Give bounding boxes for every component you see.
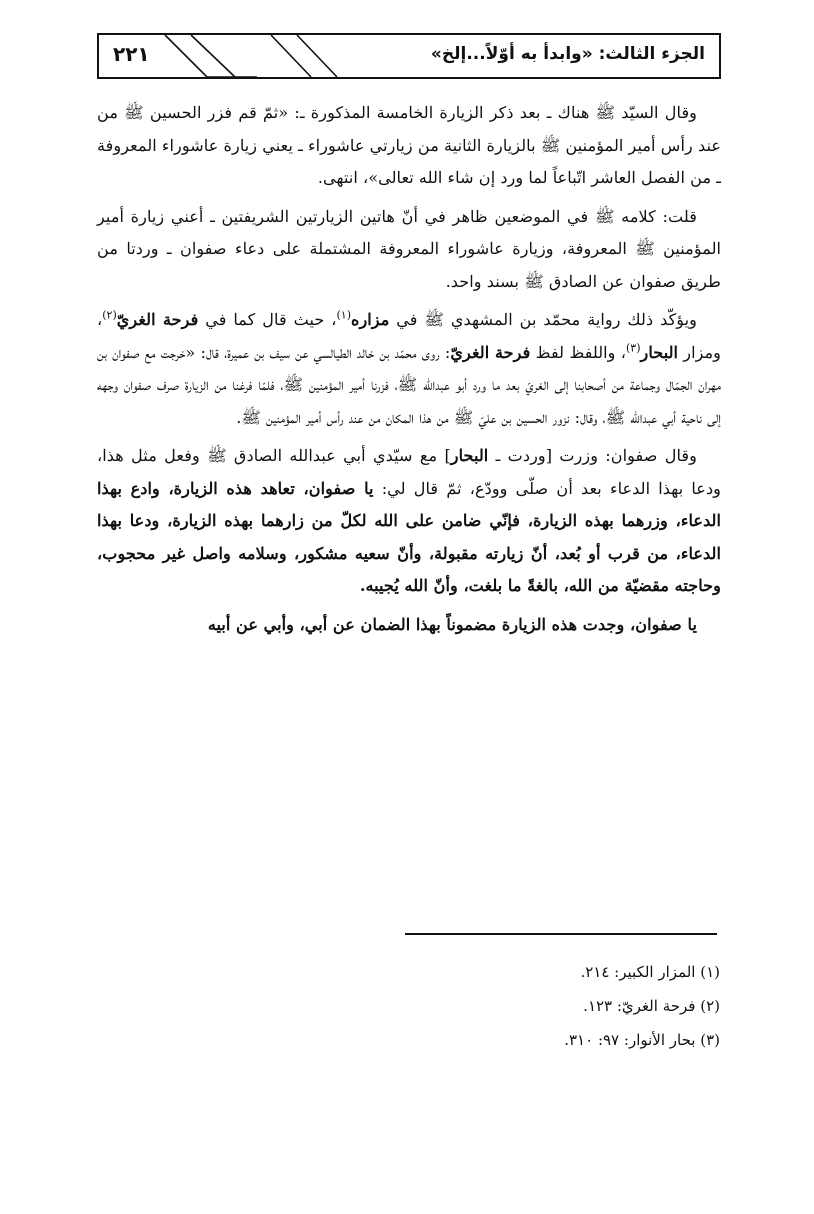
text-segment: فرحة الغريّ: [116, 310, 199, 329]
text-segment: البحار: [640, 342, 679, 362]
footnote-item: (٢) فرحة الغريّ: ١٢٣.: [583, 997, 720, 1015]
running-header: [97, 33, 721, 79]
main-text: [97, 97, 721, 647]
text-segment: يا صفوان، تعاهد هذه الزيارة، وادع بهذا الدعاء، وزرهما بهذه الزيارة، فإنّي ضامن على الله لكلّ من زارهما بهذه الزيارة، ودعا بهذا الدعاء، من قرب أو بُعد، أنّ زيارته مقبولة، وأنّ سعيه مشكور، وسلامه واصل غير محجوب، وحاجته مقضيّة من الله، بالغةً ما بلغت، وأنّ الله يُجيبه.: [97, 478, 721, 595]
footnote-marker: (٣): [625, 341, 641, 355]
paragraph: [97, 609, 721, 642]
paragraph: [97, 440, 721, 603]
text-segment: ويؤكّد ذلك رواية محمّد بن المشهدي ﷺ في: [389, 310, 697, 329]
text-segment: قلت: كلامه ﷺ في الموضعين ظاهر في أنّ هاتين الزيارتين الشريفتين ـ أعني زيارة أمير المؤمنين ﷺ المعروفة، وزيارة عاشوراء المعروفة المشتملة على دعاء صفوان ـ وردتا من طريق صفوان عن الصادق ﷺ بسند واحد.: [97, 206, 721, 291]
text-segment: ، ومزار: [97, 310, 722, 362]
text-segment: البحار: [450, 446, 489, 465]
footnote-item: (٣) بحار الأنوار: ٩٧: ٣١٠.: [564, 1031, 720, 1049]
text-segment: ، واللفظ لفظ: [530, 342, 626, 362]
footnote-marker: (١): [336, 308, 351, 322]
text-segment: وقال السيّد ﷺ هناك ـ بعد ذكر الزيارة الخامسة المذكورة ـ: «ثمّ قم فزر الحسين ﷺ من عند رأس أمير المؤمنين ﷺ بالزيارة الثانية من زيارتي عاشوراء ـ يعني زيارة عاشوراء المعروفة ـ من الفصل العاشر اتّباعاً لما ورد إن شاء الله تعالى»، انتهى.: [97, 103, 721, 187]
paragraph: [97, 201, 721, 299]
text-segment: ] مع سيّدي أبي عبدالله الصادق ﷺ وفعل مثل هذا، ودعا بهذا الدعاء بعد أن صلّى وودّع، ثمّ قال لي:: [97, 446, 721, 498]
text-segment: يا صفوان، وجدت هذه الزيارة مضموناً بهذا الضمان عن أبي، وأبي عن أبيه: [207, 614, 697, 634]
paragraph: [97, 97, 721, 195]
footnote-item: (١) المزار الكبير: ٢١٤.: [580, 963, 720, 981]
paragraph: [97, 304, 721, 434]
footnote-marker: (٢): [102, 308, 117, 322]
text-segment: مزاره: [351, 310, 390, 329]
text-segment: فرحة الغريّ: [450, 342, 531, 362]
text-segment: : روى محمّد بن خالد الطيالسي عن سيف بن عميرة، قال: «خرجت مع صفوان بن مهران الجمّال وجماعة من أصحابنا إلى الغريّ بعد ما ورد أبو عبدالله ﷺ، فزرنا أمير المؤمنين ﷺ، فلمّا فرغنا من الزيارة صرف صفوان وجهه إلى ناحية أبي عبدالله ﷺ، وقال: نزور الحسين بن عليّ ﷺ من هذا المكان من عند رأس أمير المؤمنين ﷺ.: [97, 342, 721, 427]
page-number: ٢٢١: [113, 42, 150, 66]
footnote-rule: [405, 933, 717, 935]
header-title: الجزء الثالث: «وابدأ به أوّلاً...إلخ»: [430, 44, 705, 64]
text-segment: وقال صفوان: وزرت [وردت ـ: [488, 446, 697, 465]
header-divider: [161, 33, 355, 79]
text-segment: ، حيث قال كما في: [198, 310, 337, 329]
footnotes: [420, 955, 720, 1057]
